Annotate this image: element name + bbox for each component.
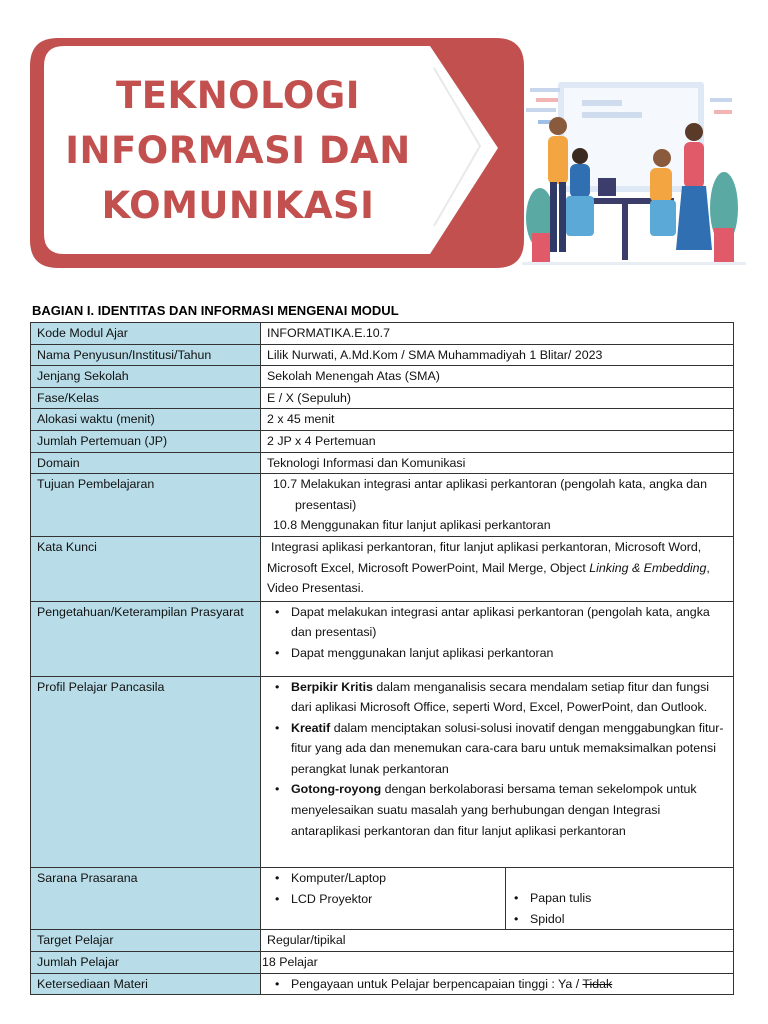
- sarana-col-1: [267, 868, 506, 929]
- row-value: Sekolah Menengah Atas (SMA): [261, 366, 734, 388]
- table-row: [31, 952, 734, 974]
- row-label: Domain: [31, 452, 261, 474]
- table-row: [31, 676, 734, 868]
- row-value: 2 JP x 4 Pertemuan: [261, 430, 734, 452]
- table-row: [31, 409, 734, 431]
- list-item: [291, 718, 727, 780]
- sarana-list-1: [267, 868, 505, 909]
- section-title: BAGIAN I. IDENTITAS DAN INFORMASI MENGENAI MODUL: [32, 303, 399, 318]
- list-item-bold: Kreatif: [291, 720, 331, 735]
- table-row: [31, 868, 734, 930]
- row-value: [261, 973, 734, 995]
- row-label: Kode Modul Ajar: [31, 323, 261, 345]
- tujuan-item: [267, 474, 727, 515]
- keywords-text-end: , Video Presentasi.: [267, 560, 710, 596]
- tujuan-item-text: 10.8 Menggunakan fitur lanjut aplikasi perkantoran: [273, 518, 551, 533]
- table-row: [31, 474, 734, 537]
- materi-list: [267, 974, 727, 995]
- row-value: Lilik Nurwati, A.Md.Kom / SMA Muhammadiyah 1 Blitar/ 2023: [261, 344, 734, 366]
- tujuan-item: [267, 515, 727, 536]
- list-item-text: dengan berkolaborasi bersama teman sekelompok untuk menyelesaikan suatu masalah yang berhubungan dengan Integrasi antaraplikasi perkantoran dan fitur lanjut aplikasi perkantoran: [291, 782, 697, 838]
- row-value: [261, 474, 734, 537]
- sarana-table: [267, 868, 733, 929]
- table-row: [31, 930, 734, 952]
- table-row: [31, 452, 734, 474]
- row-label: Jenjang Sekolah: [31, 366, 261, 388]
- table-row: [31, 536, 734, 601]
- row-value: Regular/tipikal: [261, 930, 734, 952]
- list-item: • Spidol: [530, 909, 733, 930]
- row-label: Fase/Kelas: [31, 387, 261, 409]
- tujuan-item-text: 10.7 Melakukan integrasi antar aplikasi perkantoran (pengolah kata, angka dan presentasi): [273, 477, 707, 512]
- list-item-text: Pengayaan untuk Pelajar berpencapaian tinggi : Ya /: [291, 976, 583, 991]
- list-item: [291, 974, 727, 995]
- table-row: [31, 973, 734, 995]
- keywords-italic: Linking & Embedding: [589, 560, 707, 575]
- row-value: INFORMATIKA.E.10.7: [261, 323, 734, 345]
- row-label: Nama Penyusun/Institusi/Tahun: [31, 344, 261, 366]
- row-label: Kata Kunci: [31, 536, 261, 601]
- table-row: [31, 366, 734, 388]
- banner-title-line-2: INFORMASI DAN: [65, 129, 411, 172]
- list-item-text: dalam menciptakan solusi-solusi inovatif dengan menggabungkan fitur-fitur yang ada dan menemukan cara-cara baru untuk memaksimalkan potensi perangkat lunak perkantoran: [291, 720, 724, 776]
- table-row: [31, 430, 734, 452]
- list-item: • LCD Proyektor: [291, 889, 505, 910]
- row-value: E / X (Sepuluh): [261, 387, 734, 409]
- list-item: • Dapat menggunakan lanjut aplikasi perkantoran: [291, 643, 727, 664]
- list-item-bold: Gotong-royong: [291, 782, 382, 797]
- row-value: [261, 676, 734, 868]
- sarana-list-2: [506, 878, 733, 929]
- list-item-text: dalam menganalisis secara mendalam setiap fitur dan fungsi dari aplikasi Microsoft Office, seperti Word, Excel, PowerPoint, dan Outlook.: [291, 679, 710, 715]
- list-item: • Papan tulis: [530, 888, 733, 909]
- table-row: [31, 601, 734, 676]
- row-value: 2 x 45 menit: [261, 409, 734, 431]
- table-row: [31, 323, 734, 345]
- row-label: Alokasi waktu (menit): [31, 409, 261, 431]
- banner-title-line-1: TEKNOLOGI: [116, 74, 360, 117]
- row-label: Jumlah Pertemuan (JP): [31, 430, 261, 452]
- row-label: Profil Pelajar Pancasila: [31, 676, 261, 868]
- team-meeting-illustration: [522, 78, 746, 268]
- row-value: [261, 536, 734, 601]
- row-value: [261, 868, 734, 930]
- row-label: Pengetahuan/Keterampilan Prasyarat: [31, 601, 261, 676]
- keywords-text: Integrasi aplikasi perkantoran, fitur lanjut aplikasi perkantoran, Microsoft Word, Microsoft Excel, Microsoft PowerPoint, Mail Merge, Object: [267, 539, 702, 575]
- title-banner: [30, 38, 524, 268]
- row-label: Target Pelajar: [31, 930, 261, 952]
- module-info-table: [30, 322, 734, 995]
- row-label: Tujuan Pembelajaran: [31, 474, 261, 537]
- list-item: • Dapat melakukan integrasi antar aplikasi perkantoran (pengolah kata, angka dan presentasi): [291, 602, 727, 643]
- banner-title: [58, 68, 418, 233]
- row-value: [261, 601, 734, 676]
- list-item: [291, 779, 727, 841]
- row-value: 18 Pelajar: [261, 952, 734, 974]
- table-row: [31, 344, 734, 366]
- banner-title-line-3: KOMUNIKASI: [101, 184, 375, 227]
- profile-list: [267, 677, 727, 842]
- sarana-col-2: [506, 868, 734, 929]
- list-item-bold: Berpikir Kritis: [291, 679, 373, 694]
- list-item: [291, 677, 727, 718]
- row-label: Sarana Prasarana: [31, 868, 261, 930]
- prerequisite-list: [267, 602, 727, 664]
- row-label: Jumlah Pelajar: [31, 952, 261, 974]
- struck-option: Tidak: [582, 976, 613, 991]
- row-value: Teknologi Informasi dan Komunikasi: [261, 452, 734, 474]
- row-label: Ketersediaan Materi: [31, 973, 261, 995]
- table-row: [31, 387, 734, 409]
- list-item: • Komputer/Laptop: [291, 868, 505, 889]
